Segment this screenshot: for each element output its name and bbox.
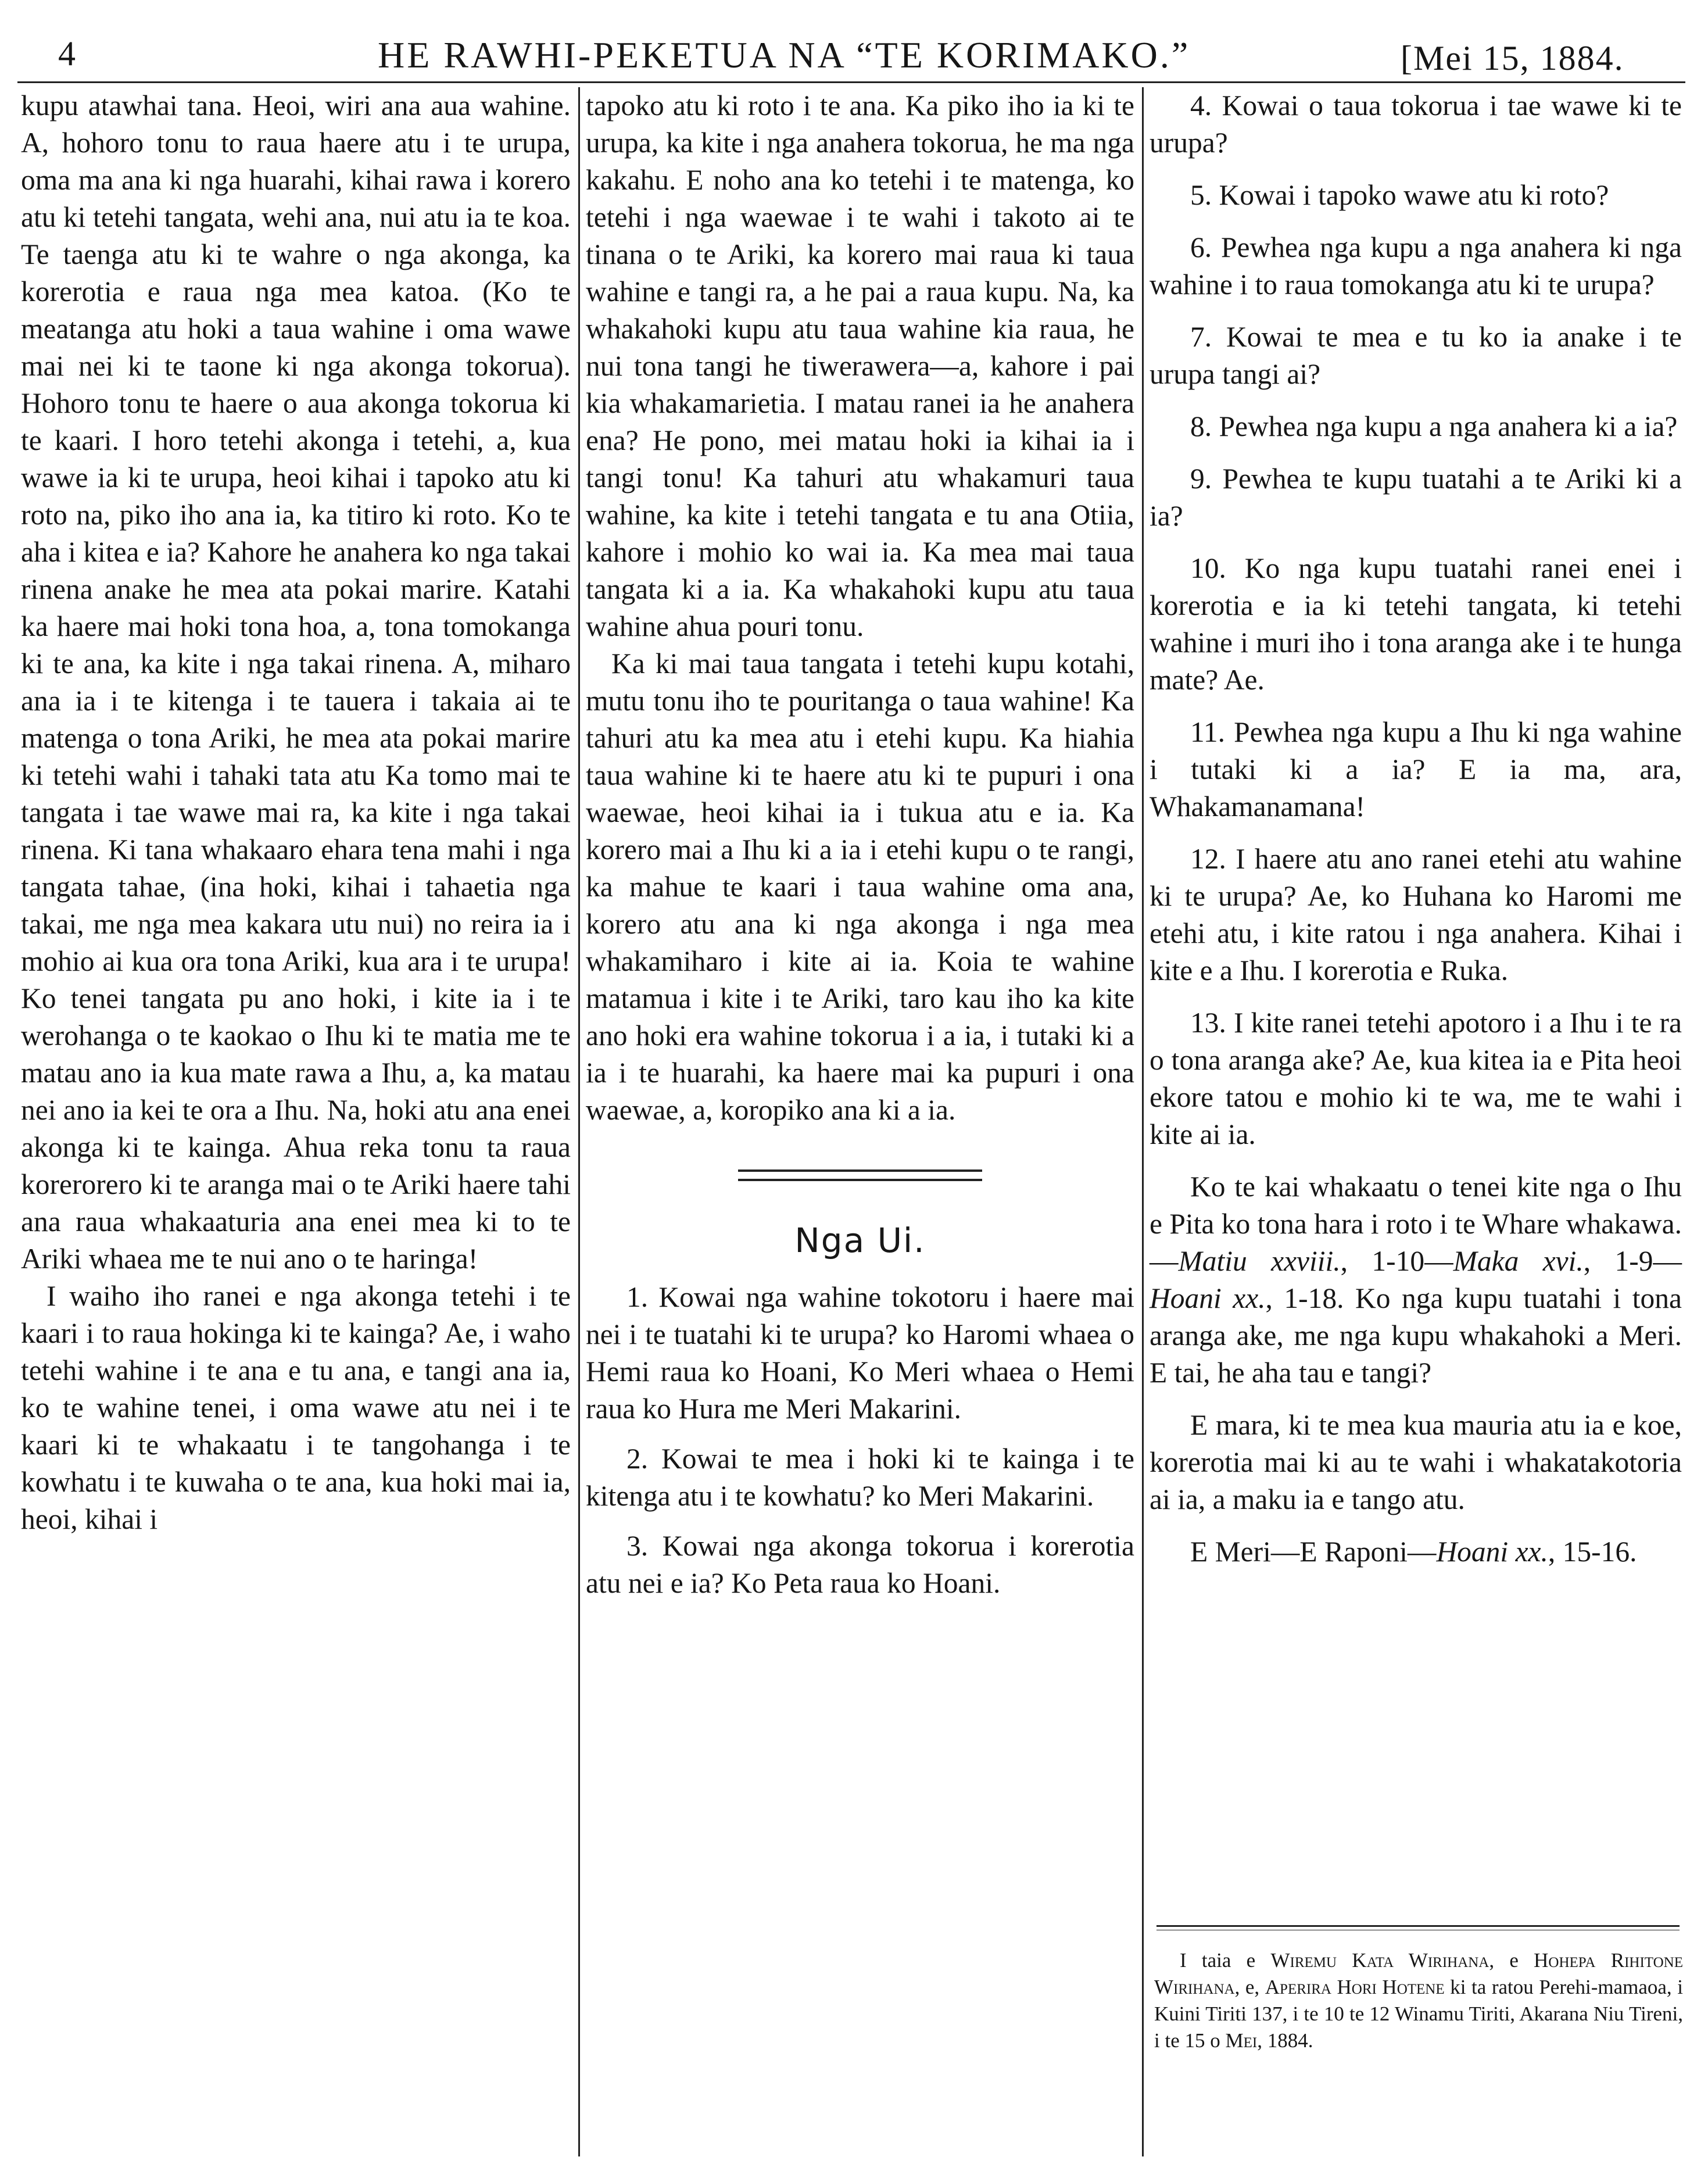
- question-item: 9. Pewhea te kupu tuatahi a te Ariki ki a ia?: [1150, 463, 1682, 532]
- printer-name: Aperira Hori Hotene: [1265, 1976, 1445, 1998]
- question-item: 7. Kowai te mea e tu ko ia anake i te urupa tangi ai?: [1150, 321, 1682, 390]
- imprint-text: ki ta ratou Perehi-mamaoa, i Kuini Tiriti 137, i te 10 te 12 Winamu Tiriti, Akarana Niu Tireni, i te 15 o: [1154, 1976, 1683, 2052]
- column-1: [21, 87, 571, 1538]
- scripture-reference: Hoani xx.: [1150, 1282, 1266, 1314]
- column-3: [1150, 87, 1682, 1586]
- verse-range: , 15-16.: [1548, 1536, 1637, 1568]
- page-header: [17, 23, 1662, 76]
- imprint-text: I taia e: [1180, 1949, 1271, 1972]
- question-item: 1. Kowai nga wahine tokotoru i haere mai nei i te tuatahi ki te urupa? ko Haromi whaea o Hemi raua ko Hoani, Ko Meri whaea o Hemi raua ko Hura me Meri Makarini.: [586, 1281, 1134, 1425]
- teaching-paragraph: [1150, 1168, 1682, 1392]
- printer-name: Wiremu Kata Wirihana: [1270, 1949, 1489, 1972]
- header-rule: [17, 81, 1685, 83]
- question-item: 5. Kowai i tapoko wawe atu ki roto?: [1190, 179, 1609, 211]
- final-reference: [1150, 1533, 1682, 1571]
- column-divider-1: [578, 87, 580, 2156]
- imprint-year: , 1884.: [1257, 2029, 1313, 2052]
- imprint-month: Mei: [1225, 2029, 1258, 2052]
- question-item: 4. Kowai o taua tokorua i tae wawe ki te urupa?: [1150, 90, 1682, 159]
- question-list: [586, 1279, 1134, 1602]
- imprint-text: , e: [1489, 1949, 1534, 1972]
- teaching-tail: Ko nga kupu tuatahi i tona aranga ake, me nga kupu whakahoki a Meri. E tai, he aha tau e tangi?: [1150, 1282, 1682, 1389]
- verse-range: , 1-18.: [1265, 1282, 1344, 1314]
- scripture-reference: Hoani xx.: [1436, 1536, 1548, 1568]
- question-item: 12. I haere atu ano ranei etehi atu wahine ki te urupa? Ae, ko Huhana ko Haromi me etehi atu, i kite ratou i nga anahera. Kihai i kite e a Ihu. I korerotia e Ruka.: [1150, 843, 1682, 986]
- section-divider: [738, 1169, 982, 1181]
- final-text: E Meri—E Raponi—: [1190, 1536, 1437, 1568]
- scripture-reference: Matiu xxviii.: [1178, 1245, 1341, 1277]
- question-item: 3. Kowai nga akonga tokorua i korerotia atu nei e ia? Ko Peta raua ko Hoani.: [586, 1530, 1134, 1599]
- question-item: 6. Pewhea nga kupu a nga anahera ki nga wahine i to raua tomokanga atu ki te urupa?: [1150, 231, 1682, 301]
- question-item: 10. Ko nga kupu tuatahi ranei enei i korerotia e ia ki tetehi tangata, ki tetehi wahine i muri iho i tona aranga ake i te hunga mate? Ae.: [1150, 552, 1682, 696]
- issue-date: [Mei 15, 1884.: [1401, 39, 1624, 77]
- footnote-rule: [1156, 1925, 1680, 1927]
- column-2: [586, 87, 1134, 1615]
- verse-range: , 1-9—: [1583, 1245, 1682, 1277]
- question-item: 2. Kowai te mea i hoki ki te kainga i te kitenga atu i te kowhatu? ko Meri Makarini.: [586, 1443, 1134, 1512]
- page-number: 4: [58, 34, 76, 73]
- page-title: HE RAWHI-PEKETUA NA “TE KORIMAKO.”: [378, 34, 1191, 76]
- printer-name: Hohepa Rihitone Wirihana: [1154, 1949, 1683, 1998]
- imprint-text: , e,: [1234, 1976, 1265, 1998]
- article-paragraph: Ka ki mai taua tangata i tetehi kupu kotahi, mutu tonu iho te pouritanga o taua wahine! Ka tahuri atu ka mea atu i etehi kupu. Ka hiahia taua wahine ki te haere atu ki te pupuri i ona waewae, heoi kihai ia i tukua atu e ia. Ka korero mai a Ihu ki a ia i etehi kupu o te rangi, ka mahue te kaari i taua wahine oma ana, korero atu ana ki nga akonga i nga mea whakamiharo i kite ai ia. Koia te wahine matamua i kite i te Ariki, taro kau iho ka kite ano hoki era wahine tokorua i a ia, i tutaki ki a ia i te huarahi, ka haere mai ka pupuri i ona waewae, a, koropiko ana ki a ia.: [586, 648, 1134, 1126]
- column-divider-2: [1142, 87, 1144, 2156]
- closing-paragraph: E mara, ki te mea kua mauria atu ia e koe, korerotia mai ki au te wahi i whakatakotoria ai ia, a maku ia e tango atu.: [1150, 1409, 1682, 1515]
- printer-imprint: [1154, 1947, 1683, 2054]
- question-item: 11. Pewhea nga kupu a Ihu ki nga wahine i tutaki ki a ia? E ia ma, ara, Whakamanamana!: [1150, 716, 1682, 822]
- article-paragraph: tapoko atu ki roto i te ana. Ka piko iho ia ki te urupa, ka kite i nga anahera tokorua, he ma nga kakahu. E noho ana ko tetehi i te matenga, ko tetehi i nga waewae i te wahi i takoto ai te tinana o te Ariki, ka korero mai raua ki taua wahine e tangi ra, a he pai a raua kupu. Na, ka whakahoki kupu atu taua wahine kia raua, he nui tona tangi he tiwerawera—a, kahore i pai kia whakamarietia. I matau ranei ia he anahera ena? He pono, mei matau hoki ia kihai ia i tangi tonu! Ka tahuri atu whakamuri taua wahine, ka kite i tetehi tangata e tu ana Otiia, kahore i mohio ko wai ia. Ka mea mai taua tangata ki a ia. Ka whakahoki kupu atu taua wahine ahua pouri tonu.: [586, 90, 1134, 642]
- article-paragraph: kupu atawhai tana. Heoi, wiri ana aua wahine. A, hohoro tonu to raua haere atu i te urupa, oma ma ana ki nga huarahi, kihai rawa i korero atu ki tetehi tangata, wehi ana, nui atu ia te koa. Te taenga atu ki te wahre o nga akonga, ka korerotia e raua nga mea katoa. (Ko te meatanga atu hoki a taua wahine i oma wawe mai nei ki te taone ki nga akonga tokorua). Hohoro tonu te haere o aua akonga tokorua ki te kaari. I horo tetehi akonga i tetehi, a, kua wawe ia ki te urupa, heoi kihai i tapoko atu ki roto na, piko iho ana ia, ka titiro ki roto. Ko te aha i kitea e ia? Kahore he anahera ko nga takai rinena anake he mea ata pokai marire. Katahi ka haere mai hoki tona hoa, a, tona tomokanga ki te ana, ka kite i nga takai rinena. A, miharo ana ia i te kitenga i te tauera i takaia ai te matenga o tona Ariki, he mea ata pokai marire ki tetehi wahi i tahaki tata atu Ka tomo mai te tangata i tae wawe mai ra, ka kite i nga takai rinena. Ki tana whakaaro ehara tena mahi i nga tangata tahae, (ina hoki, kihai i tahaetia nga takai, me nga mea kakara utu nui) no reira ia i mohio ai kua ora tona Ariki, kua ara i te urupa! Ko tenei tangata pu ano hoki, i kite ia i te werohanga o te kaokao o Ihu ki te matia me te matau ano ia kua mate rawa a Ihu, a, ka matau nei ano ia kei te ora a Ihu. Na, hoki atu ana enei akonga ki te kainga. Ahua reka tonu ta raua korerorero ki te aranga mai o te Ariki haere tahi ana raua whakaaturia ana enei mea ki to te Ariki whaea me te nui ano o te haringa!: [21, 90, 571, 1275]
- article-paragraph: I waiho iho ranei e nga akonga tetehi i te kaari i to raua hokinga ki te kainga? Ae, i waho tetehi wahine i te ana e tu ana, e tangi ana ia, ko te wahine tenei, i oma wawe atu nei i te kaari ki te whakaatu i te tangohanga i te kowhatu i te kuwaha o te ana, kua hoki mai ia, heoi, kihai i: [21, 1280, 571, 1535]
- teaching-text: Ko te kai whakaatu o tenei kite nga o Ihu e Pita ko tona hara i roto i te Whare whakawa.—: [1150, 1171, 1682, 1277]
- verse-range: , 1-10—: [1340, 1245, 1453, 1277]
- question-item: 13. I kite ranei tetehi apotoro i a Ihu i te ra o tona aranga ake? Ae, kua kitea ia e Pita heoi ekore tatou e mohio ki te wa, me te wahi i kite ai ia.: [1150, 1007, 1682, 1150]
- scripture-reference: Maka xvi.: [1453, 1245, 1584, 1277]
- question-item: 8. Pewhea nga kupu a nga anahera ki a ia?: [1190, 410, 1678, 442]
- section-heading: Nga Ui.: [794, 1221, 926, 1260]
